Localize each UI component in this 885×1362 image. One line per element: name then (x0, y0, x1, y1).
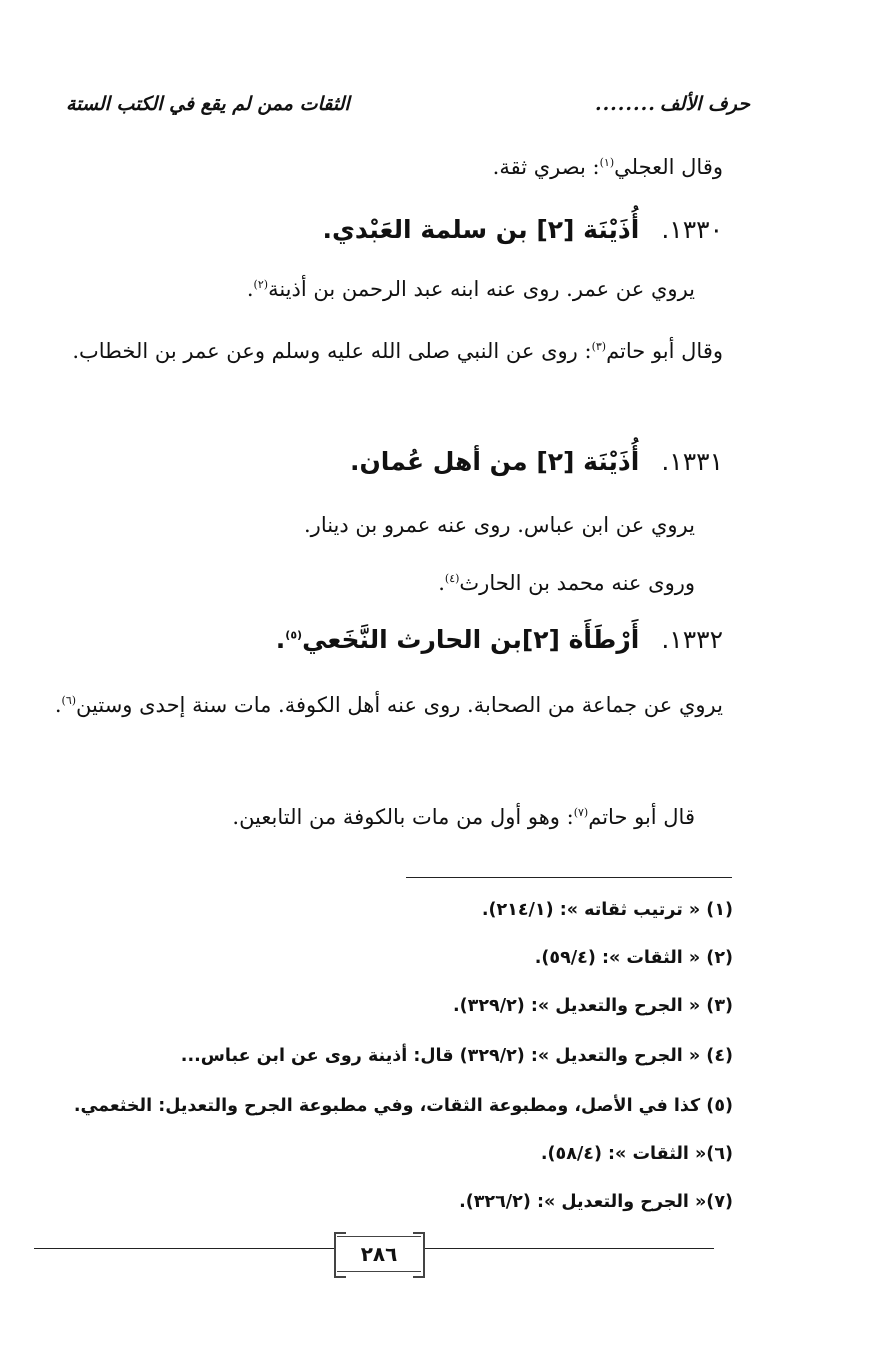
paragraph-text: : روى عن النبي صلى الله عليه وسلم وعن عمر بن الخطاب. (72, 339, 592, 363)
chapter-title: حرف الألف (659, 93, 750, 115)
paragraph-text: . (246, 277, 254, 301)
entry-name: أُذَيْنَة [٢] بن سلمة العَبْدي. (322, 215, 640, 244)
footnote-2: (٢) « الثقات »: (٥٩/٤). (534, 948, 733, 968)
entry-name: أَرْطَأَة [٢]بن الحارث النَّخَعي (302, 625, 640, 654)
paragraph-abu-hatim-1330 (47, 324, 723, 378)
paragraph-text: : وهو أول من مات بالكوفة من التابعين. (232, 805, 574, 829)
paragraph-ijli (493, 140, 723, 194)
page-number: ٢٨٦ (337, 1236, 421, 1272)
footnote-ref: (٣) (591, 340, 607, 353)
paragraph-text: : بصري ثقة. (492, 155, 600, 179)
footnote-6: (٦)« الثقات »: (٥٨/٤). (540, 1144, 733, 1164)
header-dots: ........ (594, 93, 656, 115)
paragraph-narration-1330 (247, 262, 695, 316)
running-header (66, 86, 750, 122)
entry-1331 (350, 442, 723, 482)
footnote-ref: (٥) (285, 628, 303, 642)
paragraph-narration-1332 (47, 678, 723, 732)
entry-name: أُذَيْنَة [٢] من أهل عُمان. (349, 447, 640, 476)
footnote-ref: (٢) (253, 278, 269, 291)
entry-number: ١٣٣٢. (661, 625, 723, 654)
entry-1330 (323, 210, 724, 250)
footnote-separator (406, 877, 732, 878)
paragraph-text: . (438, 571, 445, 595)
footnote-1: (١) « ترتيب ثقاته »: (٢١٤/١). (481, 900, 733, 920)
paragraph-text: وروى عنه محمد بن الحارث (459, 571, 695, 595)
entry-1332 (276, 620, 723, 660)
paragraph-text: وقال العجلي (614, 155, 723, 179)
footnote-7: (٧)« الجرح والتعديل »: (٣٢٦/٢). (459, 1192, 733, 1212)
book-title: الثقات ممن لم يقع في الكتب الستة (66, 93, 350, 115)
footnote-ref: (٧) (573, 806, 589, 819)
paragraph-narrator-1331 (438, 556, 695, 610)
footnote-5: (٥) كذا في الأصل، ومطبوعة الثقات، وفي مطبوعة الجرح والتعديل: الخثعمي. (73, 1096, 733, 1116)
footnote-ref: (٤) (444, 572, 460, 585)
entry-number: ١٣٣١. (661, 447, 723, 476)
footnote-ref: (٦) (61, 694, 77, 707)
footnote-ref: (١) (599, 156, 615, 169)
paragraph-abu-hatim-1332 (232, 790, 695, 844)
paragraph-text: يروي عن عمر. روى عنه ابنه عبد الرحمن بن أذينة (268, 277, 695, 301)
footer-rule-right (424, 1248, 714, 1249)
paragraph-text: يروي عن جماعة من الصحابة. روى عنه أهل الكوفة. مات سنة إحدى وستين (76, 693, 723, 717)
footer-rule-left (34, 1248, 334, 1249)
paragraph-text: . (54, 693, 62, 717)
paragraph-text: يروي عن ابن عباس. روى عنه عمرو بن دينار. (304, 513, 695, 537)
paragraph-narration-1331 (304, 498, 695, 552)
entry-number: ١٣٣٠. (661, 215, 723, 244)
paragraph-text: وقال أبو حاتم (606, 339, 723, 363)
entry-name: . (275, 625, 286, 654)
paragraph-text: قال أبو حاتم (588, 805, 695, 829)
footnote-4: (٤) « الجرح والتعديل »: (٣٢٩/٢) قال: أذينة روى عن ابن عباس... (180, 1046, 733, 1066)
footnote-3: (٣) « الجرح والتعديل »: (٣٢٩/٢). (453, 996, 733, 1016)
